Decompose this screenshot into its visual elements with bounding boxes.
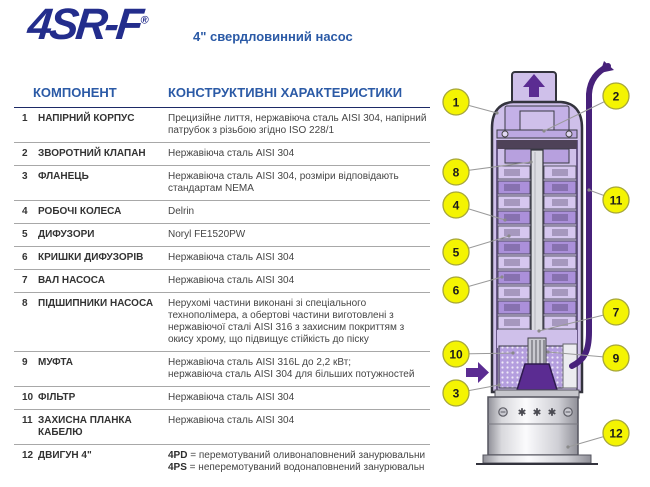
component-name: ФІЛЬТР [38,392,76,403]
stage-detail [504,319,520,326]
callout-anchor-dot [507,234,510,237]
stage-detail [552,244,568,251]
component-number: 2 [22,148,28,159]
callout-1 [443,89,499,115]
stage-detail [504,304,520,311]
registered-trademark-icon: ® [139,14,150,27]
component-name: РОБОЧІ КОЛЕСА [38,206,122,217]
callout-anchor-dot [546,350,549,353]
callout-anchor-dot [566,445,569,448]
characteristics-line: Нерухомі частини виконані зі спеціального технополімера, а обертові частини виготовлені з нержавіючої сталі AISI 316 з захисним покриттям з окису хрому, що підвищує стійкість до піску [168,298,405,345]
component-name: ЗВОРОТНИЙ КЛАПАН [38,148,146,159]
characteristics-line: нержавіюча сталь AISI 304 для більших потужностей [168,369,415,380]
component-name: ВАЛ НАСОСА [38,275,106,286]
callout-anchor-dot [495,111,498,114]
product-subtitle: 4" свердловинний насос [193,29,353,44]
component-number: 5 [22,229,28,240]
stage-detail [504,169,520,176]
callout-anchor-dot [511,351,514,354]
component-name: МУФТА [38,357,74,368]
component-number: 4 [22,206,28,217]
characteristics-line: Нержавіюча сталь AISI 304, розміри відповідають стандартам NEMA [168,171,399,194]
characteristics-line: Нержавіюча сталь AISI 304 [168,392,295,403]
component-name: ПІДШИПНИКИ НАСОСА [38,298,154,309]
component-name: ДВИГУН 4" [38,450,92,461]
component-name: ЗАХИСНА ПЛАНКА КАБЕЛЮ [38,415,132,438]
component-number: 8 [22,298,28,309]
component-number: 12 [22,450,34,461]
stage-detail [552,289,568,296]
stage-detail [504,244,520,251]
stage-detail [552,214,568,221]
callout-number: 6 [452,283,460,298]
callout-number: 3 [452,386,460,401]
stage-detail [552,229,568,236]
characteristics-line: 4PS = неперемотуваний водонаповнений занурювальн [168,462,425,473]
characteristics-line: Прецизійне лиття, нержавіюча сталь AISI 304, напірний патрубок з різьбою згідно ISO 228/1 [168,113,427,136]
callout-number: 7 [612,305,620,320]
characteristics-line: Нержавіюча сталь AISI 304 [168,252,295,263]
stage-detail [552,259,568,266]
stage-detail [552,304,568,311]
callout-number: 12 [609,426,623,441]
callout-number: 2 [612,89,620,104]
callout-number: 8 [452,165,460,180]
inlet-arrow-icon [466,362,489,383]
characteristics-line: Нержавіюча сталь AISI 304 [168,415,295,426]
characteristics-line: 4PD = перемотуваний оливонаповнений занурювальни [168,450,426,461]
characteristics-line: Noryl FE1520PW [168,229,246,240]
component-number: 6 [22,252,28,263]
pump-discharge-head [512,72,556,104]
stage-detail [504,229,520,236]
component-number: 9 [22,357,28,368]
callout-number: 5 [452,245,460,260]
stage-detail [552,184,568,191]
callout-anchor-dot [497,383,500,386]
characteristics-line: Нержавіюча сталь AISI 304 [168,148,295,159]
stage-detail [504,259,520,266]
callout-number: 1 [452,95,460,110]
brand-logo-text: 4SR-F [25,0,143,49]
stage-detail [504,184,520,191]
characteristics-line: Нержавіюча сталь AISI 316L до 2,2 кВт; [168,357,352,368]
column-header-component: КОМПОНЕНТ [33,85,117,100]
callout-anchor-dot [587,188,590,191]
column-header-characteristics: КОНСТРУКТИВНІ ХАРАКТЕРИСТИКИ [168,85,403,100]
callout-number: 10 [449,347,463,362]
component-number: 3 [22,171,28,182]
callout-number: 11 [609,193,623,208]
stage-detail [552,199,568,206]
motor-body [476,390,598,464]
stage-detail [504,289,520,296]
callout-anchor-dot [542,129,545,132]
stage-detail [552,274,568,281]
component-number: 11 [22,415,33,426]
stage-detail [504,274,520,281]
motor-base [483,455,591,463]
callout-anchor-dot [529,160,532,163]
callout-anchor-dot [500,275,503,278]
characteristics-line: Нержавіюча сталь AISI 304 [168,275,295,286]
characteristics-line: Delrin [168,206,195,217]
callout-number: 9 [612,351,620,366]
component-name: КРИШКИ ДИФУЗОРІВ [38,252,144,263]
stage-detail [504,199,520,206]
callout-anchor-dot [537,329,540,332]
callout-11 [587,187,629,213]
component-number: 7 [22,275,28,286]
component-name: НАПІРНИЙ КОРПУС [38,113,135,124]
component-number: 1 [22,113,28,124]
bolt-icon [499,408,507,416]
component-number: 10 [22,392,34,403]
stage-detail [552,169,568,176]
callout-number: 4 [452,198,460,213]
callout-anchor-dot [503,218,506,221]
bolt-icon [564,408,572,416]
component-name: ФЛАНЕЦЬ [38,171,89,182]
component-name: ДИФУЗОРИ [38,229,95,240]
